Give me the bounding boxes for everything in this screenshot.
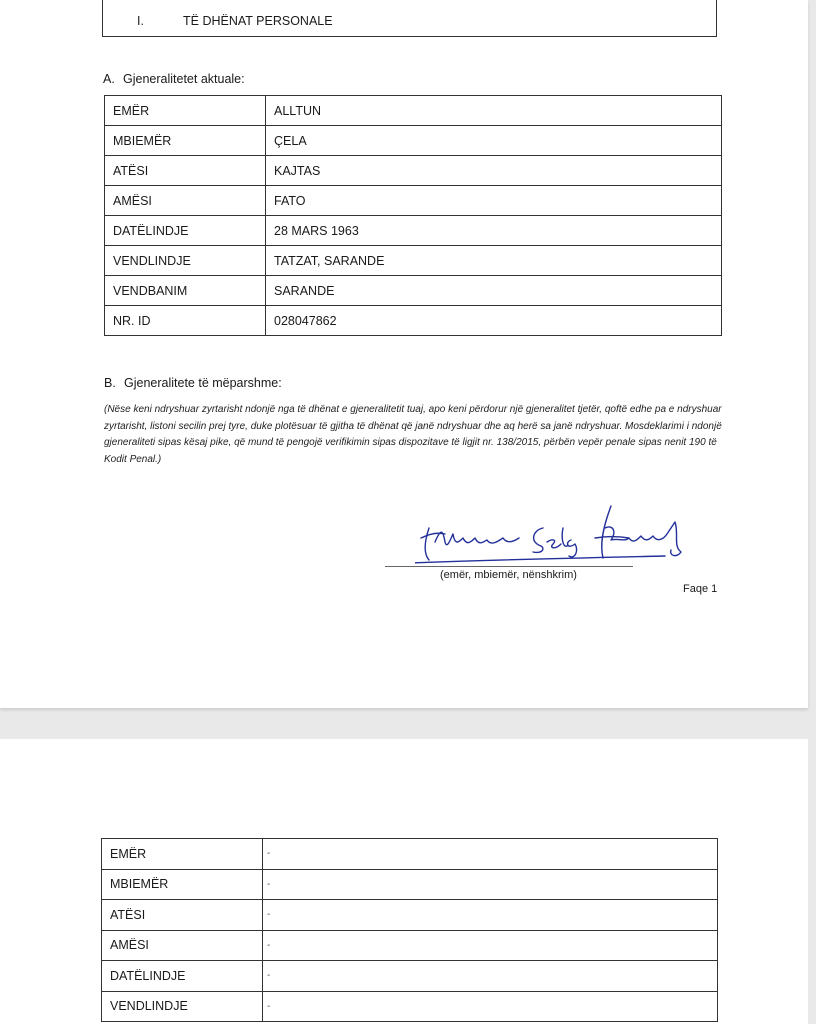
row-value: - — [263, 991, 718, 1022]
table-row — [102, 961, 718, 992]
part-a-title: Gjeneralitetet aktuale: — [123, 72, 245, 86]
part-b-heading — [104, 376, 282, 390]
row-value: SARANDE — [266, 276, 722, 306]
table-row — [105, 126, 722, 156]
handwritten-signature — [415, 498, 695, 568]
row-label: VENDLINDJE — [105, 246, 266, 276]
section-header — [102, 0, 717, 37]
table-row — [102, 900, 718, 931]
signature-caption: (emër, mbiemër, nënshkrim) — [440, 569, 577, 581]
table-row — [102, 991, 718, 1022]
row-label: DATËLINDJE — [105, 216, 266, 246]
table-row — [105, 156, 722, 186]
row-value: ÇELA — [266, 126, 722, 156]
part-b-title: Gjeneralitete të mëparshme: — [124, 376, 282, 390]
part-a-letter: A. — [103, 72, 115, 86]
row-label: MBIEMËR — [102, 869, 263, 900]
part-a-heading — [103, 72, 245, 86]
row-label: EMËR — [105, 96, 266, 126]
row-label: ATËSI — [105, 156, 266, 186]
row-value: ALLTUN — [266, 96, 722, 126]
row-label: ATËSI — [102, 900, 263, 931]
row-label: MBIEMËR — [105, 126, 266, 156]
page-number: Faqe 1 — [683, 583, 718, 595]
row-label: VENDBANIM — [105, 276, 266, 306]
row-value: - — [263, 900, 718, 931]
row-value: 28 MARS 1963 — [266, 216, 722, 246]
section-number: I. — [137, 14, 144, 28]
table-row — [102, 869, 718, 900]
table-row — [102, 930, 718, 961]
row-value: TATZAT, SARANDE — [266, 246, 722, 276]
part-b-note: (Nëse keni ndryshuar zyrtarisht ndonjë nga të dhënat e gjeneralitetit tuaj, apo keni përdorur një gjeneralitet tjetër, qoftë edhe pa e ndryshuar zyrtarisht, listoni secilin prej tyre, duke plotësuar të gjitha të dhënat që janë ndryshuar dhe aq herë sa janë ndryshuar. Mosdeklarimi i ndonjë gjeneraliteti sipas kësaj pike, që mund të pengojë verifikimin sipas dispozitave të ligjit nr. 138/2015, përbën vepër penale sipas nenit 190 të Kodit Penal.) — [104, 404, 722, 465]
table-row — [105, 276, 722, 306]
row-value: KAJTAS — [266, 156, 722, 186]
current-details-table — [104, 95, 722, 336]
table-row — [105, 96, 722, 126]
table-row — [105, 306, 722, 336]
section-title: TË DHËNAT PERSONALE — [183, 14, 333, 28]
row-value: - — [263, 869, 718, 900]
table-row — [105, 246, 722, 276]
row-value: FATO — [266, 186, 722, 216]
row-value: - — [263, 961, 718, 992]
signature-line — [385, 566, 633, 567]
row-label: AMËSI — [102, 930, 263, 961]
row-value: 028047862 — [266, 306, 722, 336]
row-label: NR. ID — [105, 306, 266, 336]
previous-details-table — [101, 838, 718, 1022]
table-row — [105, 186, 722, 216]
row-value: - — [263, 839, 718, 870]
row-label: AMËSI — [105, 186, 266, 216]
row-label: VENDLINDJE — [102, 991, 263, 1022]
row-value: - — [263, 930, 718, 961]
part-b-letter: B. — [104, 376, 116, 390]
row-label: DATËLINDJE — [102, 961, 263, 992]
document-page-2 — [0, 739, 808, 1024]
table-row — [102, 839, 718, 870]
table-row — [105, 216, 722, 246]
row-label: EMËR — [102, 839, 263, 870]
